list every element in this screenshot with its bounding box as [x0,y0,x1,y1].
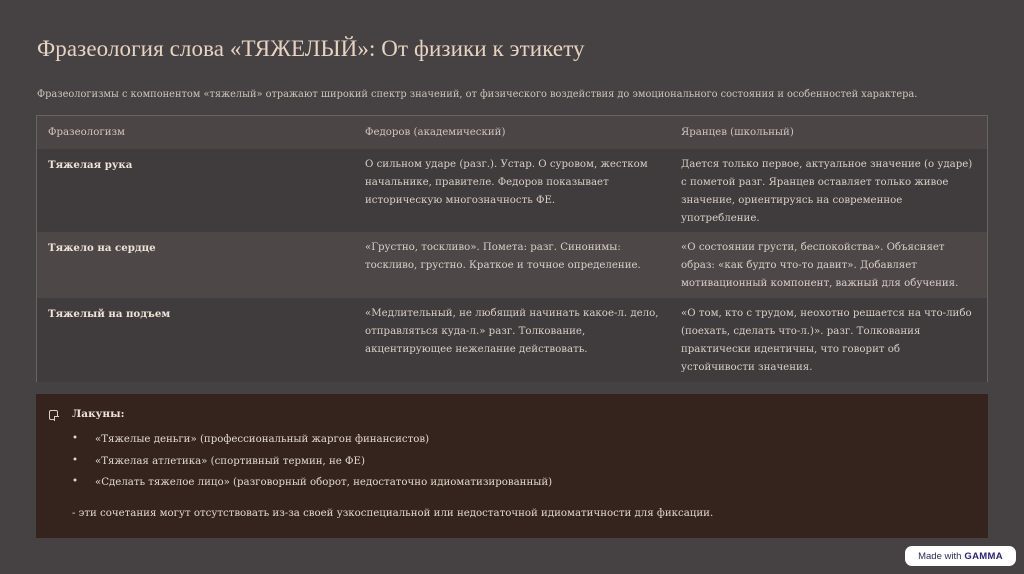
phraseologism-cell: Тяжелая рука [48,159,133,171]
gamma-logo: GAMMA [964,550,1003,562]
yarantsev-cell: «О том, кто с трудом, неохотно решается на что-либо (поехать, сделать что-л.)». разг. Толкования практически идентичны, что говорит об устойчивости значения. [681,308,972,373]
fedorov-cell: «Грустно, тоскливо». Помета: разг. Синонимы: тоскливо, грустно. Краткое и точное определение. [365,242,641,271]
list-item: • «Сделать тяжелое лицо» (разговорный оборот, недостаточно идиоматизированный) [72,477,552,499]
column-header-yarantsev: Яранцев (школьный) [681,127,794,138]
column-header-phraseologism: Фразеологизм [48,127,125,138]
table-row [37,149,987,232]
fedorov-cell: «Медлительный, не любящий начинать какое-л. дело, отправляться куда-л.» разг. Толкование, акцентирующее нежелание действовать. [365,308,659,355]
fedorov-cell: О сильном ударе (разг.). Устар. О суровом, жестком начальнике, правителе. Федоров показывает историческую многозначность ФЕ. [365,159,648,206]
column-header-fedorov: Федоров (академический) [365,127,506,138]
comparison-table [36,115,988,382]
badge-prefix: Made with [918,550,962,562]
phraseologism-cell: Тяжело на сердце [48,242,156,254]
lacunae-list [72,434,552,499]
note-icon [49,410,58,420]
table-header-row [37,116,987,150]
list-item: • «Тяжелые деньги» (профессиональный жаргон финансистов) [72,434,552,456]
callout-title: Лакуны: [72,408,125,420]
phraseologism-cell: Тяжелый на подъем [48,308,171,320]
yarantsev-cell: Дается только первое, актуальное значение (о ударе) с пометой разг. Яранцев оставляет только живое значение, ориентируясь на современное употребление. [681,159,973,224]
table-row [37,232,987,298]
page-subtitle: Фразеологизмы с компонентом «тяжелый» отражают широкий спектр значений, от физического воздействия до эмоционального состояния и особенностей характера. [37,89,918,100]
yarantsev-cell: «О состоянии грусти, беспокойства». Объясняет образ: «как будто что-то давит». Добавляет мотивационный компонент, важный для обучения. [681,242,959,289]
list-item: • «Тяжелая атлетика» (спортивный термин, не ФЕ) [72,456,552,478]
callout-note: - эти сочетания могут отсутствовать из-за своей узкоспециальной или недостаточной идиоматичности для фиксации. [72,508,714,519]
table-row [37,298,987,382]
made-with-gamma-badge[interactable] [905,546,1016,566]
page-title: Фразеология слова «ТЯЖЕЛЫЙ»: От физики к этикету [37,36,585,61]
lacunae-callout [36,394,988,538]
